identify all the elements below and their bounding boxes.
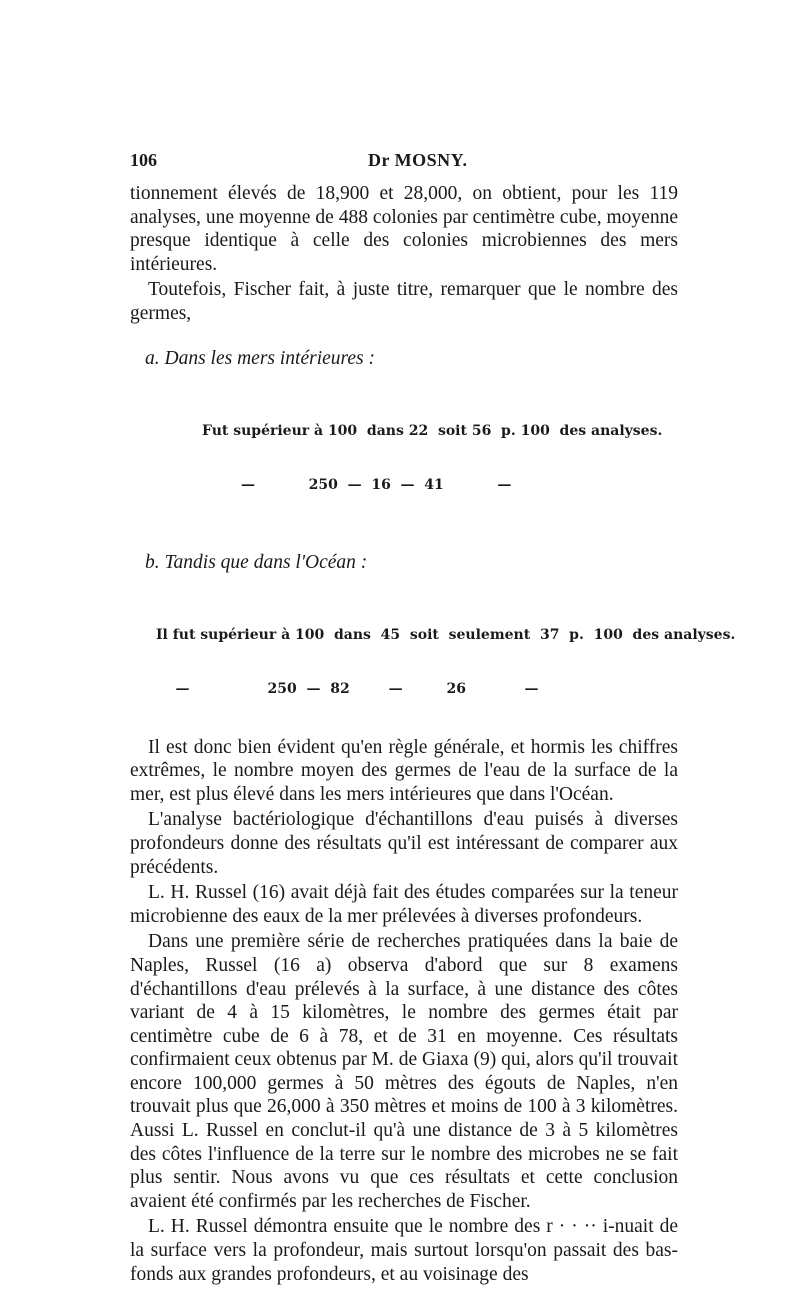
data-table-a	[202, 386, 678, 530]
page-number: 106	[130, 150, 157, 170]
paragraph-3: Il est donc bien évident qu'en règle générale, et hormis les chiffres extrêmes, le nombre moyen des germes de l'eau de la surface de la mer, est plus élevé dans les mers intérieures que dans l'Océan.	[130, 736, 678, 805]
paragraph-6: Dans une première série de recherches pratiquées dans la baie de Naples, Russel (16 a) observa d'abord que sur 8 examens d'échantillons d'eau prélevés à la surface, à une distance des côtes variant de 4 à 15 kilomètres, le nombre des germes était par centimètre cube de 6 à 78, et de 31 en moyenne. Ces résultats confirmaient ceux obtenus par M. de Giaxa (9) qui, alors qu'il trouvait encore 100,000 germes à 50 mètres des égouts de Naples, n'en trouvait plus que 26,000 à 350 mètres et moins de 100 à 3 kilomètres. Aussi L. Russel en conclut-il qu'à une distance de 3 à 5 kilomètres des côtes l'influence de la terre sur le nombre des microbes ne se fait plus sentir. Nous avons vu que ces résultats et cette conclusion avaient été confirmés par les recherches de Fischer.	[130, 931, 678, 1212]
page-body	[130, 182, 736, 1286]
paragraph-2: Toutefois, Fischer fait, à juste titre, remarquer que le nombre des germes,	[130, 279, 678, 324]
paragraph-1: tionnement élevés de 18,900 et 28,000, on obtient, pour les 119 analyses, une moyenne de 488 colonies par centimètre cube, moyenne presque identique à celle des colonies microbiennes des mers intérieures.	[130, 183, 678, 275]
table-a-row-1: Fut supérieur à 100 dans 22 soit 56 p. 100 des analyses.	[202, 422, 663, 439]
paragraph-7: L. H. Russel démontra ensuite que le nombre des r · · ·· i-nuait de la surface vers la profondeur, mais surtout lorsqu'on passait des bas-fonds aux grandes profondeurs, et au voisinage des	[130, 1216, 678, 1285]
table-b-row-1: Il fut supérieur à 100 dans 45 soit seulement 37 p. 100 des analyses.	[156, 626, 736, 643]
subheading-b: b. Tandis que dans l'Océan :	[145, 551, 368, 573]
table-b-row-2: — 250 — 82 — 26 —	[156, 680, 539, 697]
page-header	[130, 150, 680, 174]
table-a-row-2: — 250 — 16 — 41 —	[202, 476, 512, 493]
subheading-a: a. Dans les mers intérieures :	[145, 347, 376, 369]
running-head: Dr MOSNY.	[368, 150, 468, 170]
paragraph-4: L'analyse bactériologique d'échantillons d'eau puisés à diverses profondeurs donne des résultats qu'il est intéressant de comparer aux précédents.	[130, 809, 678, 878]
paragraph-5: L. H. Russel (16) avait déjà fait des études comparées sur la teneur microbienne des eaux de la mer prélevées à diverses profondeurs.	[130, 882, 678, 927]
data-table-b	[156, 590, 736, 734]
